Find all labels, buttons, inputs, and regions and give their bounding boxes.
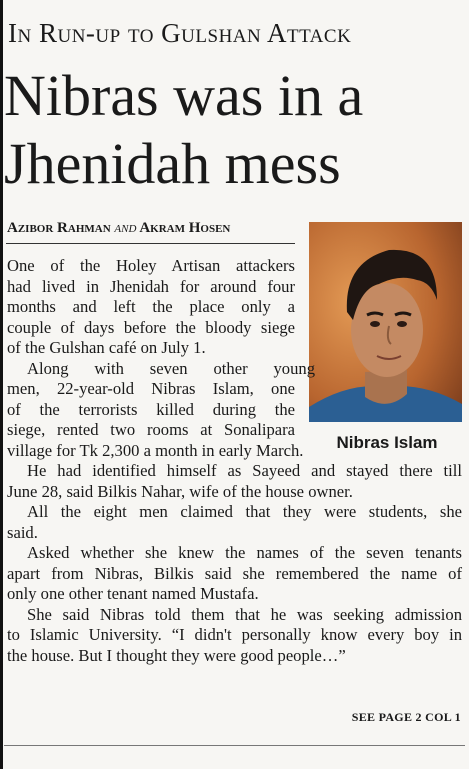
photo-caption: Nibras Islam	[336, 433, 438, 452]
headline-line-2: Jhenidah mess	[4, 131, 341, 196]
body-line: of the Gulshan café on July 1.	[7, 338, 206, 357]
headline-line-1: Nibras was in a	[4, 63, 364, 128]
body-line: of the terrorists killed during the	[7, 399, 295, 419]
body-line: She said Nibras told them that he was seeking admission	[27, 604, 462, 624]
headline	[4, 62, 464, 198]
body-line: only one other tenant named Mustafa.	[7, 584, 259, 603]
body-line: couple of days before the bloody siege	[7, 317, 295, 337]
body-line: June 28, said Bilkis Nahar, wife of the house owner.	[7, 481, 353, 501]
left-column-rule	[0, 0, 3, 769]
body-line: months and left the place only a	[7, 297, 295, 316]
byline-conjunction: and	[114, 220, 137, 236]
body-line: All the eight men claimed that they were students, she	[27, 502, 462, 521]
byline	[7, 220, 230, 237]
byline-author-2: Akram Hosen	[139, 220, 231, 236]
bottom-rule	[4, 745, 465, 746]
body-line: to Islamic University. “I didn't personally know every boy in	[7, 625, 462, 644]
body-line: apart from Nibras, Bilkis said she remembered the name of	[7, 563, 462, 583]
body-line: said.	[7, 522, 38, 542]
byline-rule	[6, 243, 295, 244]
body-line: the house. But I thought they were good people…”	[7, 645, 346, 665]
byline-author-1: Azibor Rahman	[7, 220, 111, 236]
body-line: Along with seven other young	[27, 358, 315, 378]
body-line: men, 22-year-old Nibras Islam, one	[7, 379, 295, 398]
body-line: had lived in Jhenidah for around four	[7, 276, 295, 296]
body-line: village for Tk 2,300 a month in early March.	[7, 440, 304, 460]
body-line: Asked whether she knew the names of the seven tenants	[27, 543, 462, 562]
continuation-link[interactable]: SEE PAGE 2 COL 1	[351, 710, 461, 724]
kicker: In Run-up to Gulshan Attack	[8, 18, 352, 48]
body-line: One of the Holey Artisan attackers	[7, 256, 295, 275]
body-line: He had identified himself as Sayeed and stayed there till	[27, 461, 462, 480]
article-body	[7, 256, 462, 666]
body-line: siege, rented two rooms at Sonalipara	[7, 420, 295, 439]
